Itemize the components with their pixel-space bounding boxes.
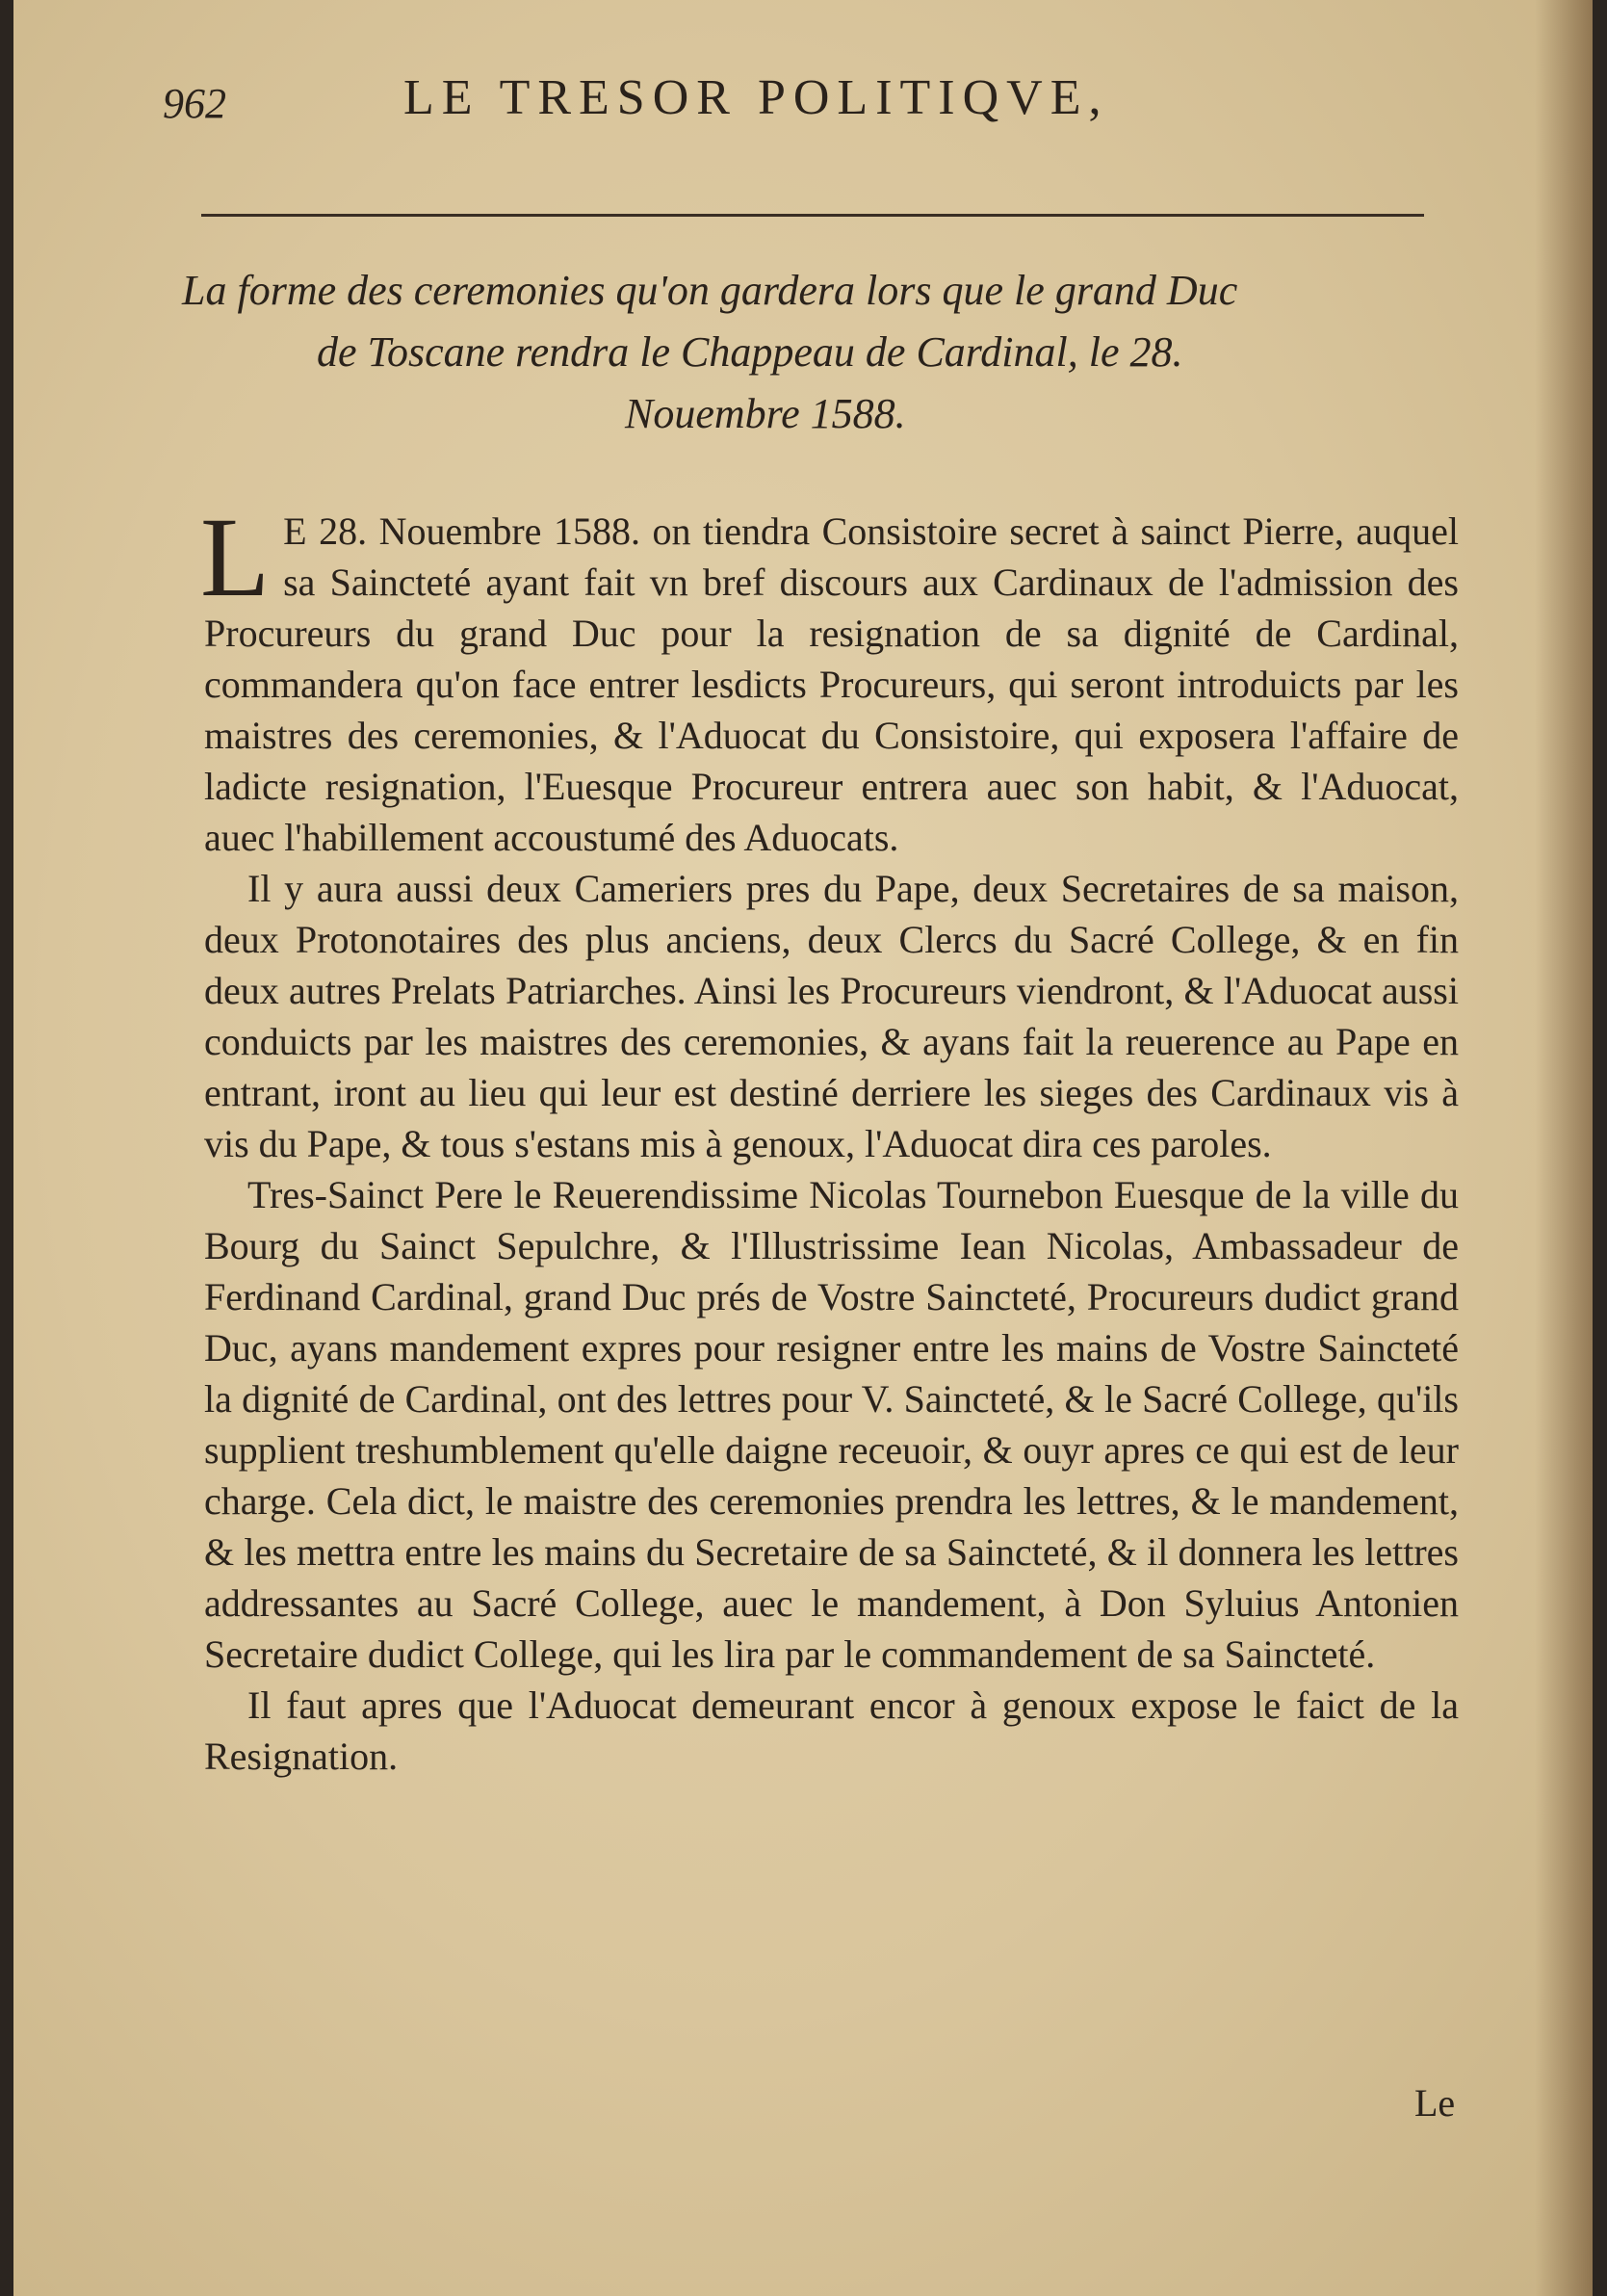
section-title-line-1: La forme des ceremonies qu'on gardera lors que le grand Duc: [182, 267, 1238, 314]
running-title: LE TRESOR POLITIQVE,: [403, 70, 1109, 125]
paragraph-2: Il y aura aussi deux Cameriers pres du Pape, deux Secretaires de sa maison, deux Protonotaires des plus anciens, deux Clercs du Sacré College, & en fin deux autres Prelats Patriarches. Ainsi les Procureurs viendront, & l'Aduocat aussi conduicts par les maistres des ceremonies, & ayans fait la reuerence au Pape en entrant, iront au lieu qui leur est destiné derriere les sieges des Cardinaux vis à vis du Pape, & tous s'estans mis à genoux, l'Aduocat dira ces paroles.: [204, 867, 1459, 1165]
page-number: 962: [163, 80, 226, 127]
paragraph-4: Il faut apres que l'Aduocat demeurant encor à genoux expose le faict de la Resignation.: [204, 1683, 1459, 1778]
paragraph-1: [200, 494, 1459, 863]
section-title-line-3: Nouembre 1588.: [625, 390, 906, 437]
header-rule: [201, 214, 1424, 217]
catchword: Le: [1414, 2081, 1456, 2125]
body-text: [200, 494, 1459, 1782]
drop-cap: L: [200, 494, 271, 620]
paragraph-1-text: E 28. Nouembre 1588. on tiendra Consistoire secret à sainct Pierre, auquel sa Saincteté ayant fait vn bref discours aux Cardinaux de l'admission des Procureurs du grand Duc pour la resignation de sa dignité de Cardinal, commandera qu'on face entrer lesdicts Procureurs, qui seront introduicts par les maistres des ceremonies, & l'Aduocat du Consistoire, qui exposera l'affaire de ladicte resignation, l'Euesque Procureur entrera auec son habit, & l'Aduocat, auec l'habillement accoustumé des Aduocats.: [204, 509, 1459, 859]
page-edge-shadow: [1535, 0, 1593, 2296]
paragraph-3: Tres-Sainct Pere le Reuerendissime Nicolas Tournebon Euesque de la ville du Bourg du Sainct Sepulchre, & l'Illustrissime Iean Nicolas, Ambassadeur de Ferdinand Cardinal, grand Duc prés de Vostre Saincteté, Procureurs dudict grand Duc, ayans mandement expres pour resigner entre les mains de Vostre Saincteté la dignité de Cardinal, ont des lettres pour V. Saincteté, & le Sacré College, qu'ils supplient treshumblement qu'elle daigne receuoir, & ouyr apres ce qui est de leur charge. Cela dict, le maistre des ceremonies prendra les lettres, & le mandement, & les mettra entre les mains du Secretaire de sa Saincteté, & il donnera les lettres addressantes au Sacré College, auec le mandement, à Don Syluius Antonien Secretaire dudict College, qui les lira par le commandement de sa Saincteté.: [204, 1173, 1459, 1676]
section-title: [182, 260, 1463, 445]
book-page: [13, 0, 1593, 2296]
page-header: [163, 69, 1366, 137]
section-title-line-2: de Toscane rendra le Chappeau de Cardinal, le 28.: [317, 328, 1183, 376]
